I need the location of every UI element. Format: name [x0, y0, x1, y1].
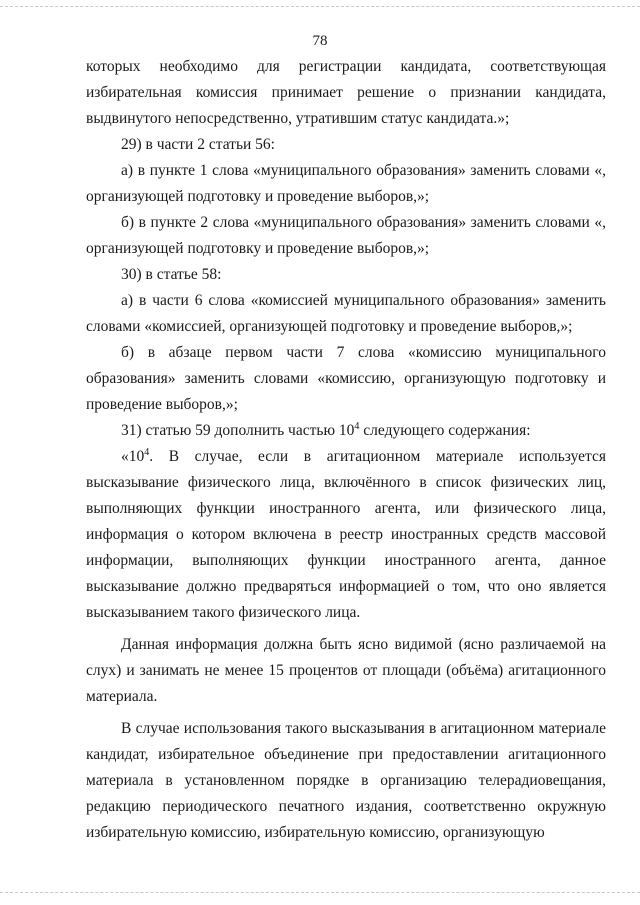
paragraph-31	[86, 418, 606, 444]
paragraph: 30) в статье 58:	[121, 266, 222, 283]
paragraph: а) в части 6 слова «комиссией муниципального образования» заменить словами «комиссией, организующей подготовку и проведение выборов,»;	[86, 292, 606, 335]
paragraph: а) в пункте 1 слова «муниципального образования» заменить словами «, организующей подготовку и проведение выборов,»;	[86, 162, 606, 205]
paragraph-new-part-prefix: «10	[121, 448, 145, 465]
paragraph: избирательная комиссия принимает решение о признании кандидата, выдвинутого непосредственно, утратившим статус кандидата.»;	[86, 84, 606, 127]
paragraph: В случае использования такого высказывания в агитационном материале кандидат, избирательное объединение при предоставлении агитационного материала в установленном порядке в организацию телерадиовещания, редакцию периодического печатного издания, соответственно окружную избирательную комиссию, избирательную комиссию, организующую	[86, 720, 606, 841]
paragraph: которых необходимо для регистрации кандидата, соответствующая	[86, 58, 606, 75]
paragraph-31-text-end: следующего содержания:	[359, 422, 531, 439]
scan-edge-bottom	[0, 892, 640, 893]
paragraph: 29) в части 2 статьи 56:	[121, 136, 275, 153]
superscript: 4	[144, 446, 150, 458]
paragraph-31-text: 31) статью 59 дополнить частью 10	[121, 422, 355, 439]
paragraph-new-part-text: . В случае, если в агитационном материале используется высказывание физического лица, включённого в список физических лиц, выполняющих функции иностранного агента, или физического лица, информация о котором включена в реестр иностранных средств массовой информации, выполняющих функции иностранного агента, данное высказывание должно предваряться информацией о том, что оно является высказыванием такого физического лица.	[86, 448, 606, 621]
scan-edge-top	[0, 6, 640, 7]
paragraph: Данная информация должна быть ясно видимой (ясно различаемой на слух) и занимать не менее 15 процентов от площади (объёма) агитационного материала.	[86, 636, 606, 705]
paragraph: б) в абзаце первом части 7 слова «комиссию муниципального образования» заменить словами «комиссию, организующую подготовку и проведение выборов,»;	[86, 344, 606, 413]
paragraph: б) в пункте 2 слова «муниципального образования» заменить словами «, организующей подготовку и проведение выборов,»;	[86, 214, 606, 257]
superscript: 4	[354, 420, 360, 432]
paragraph-new-part	[86, 444, 606, 626]
document-body	[86, 54, 606, 846]
page-number: 78	[312, 33, 328, 49]
